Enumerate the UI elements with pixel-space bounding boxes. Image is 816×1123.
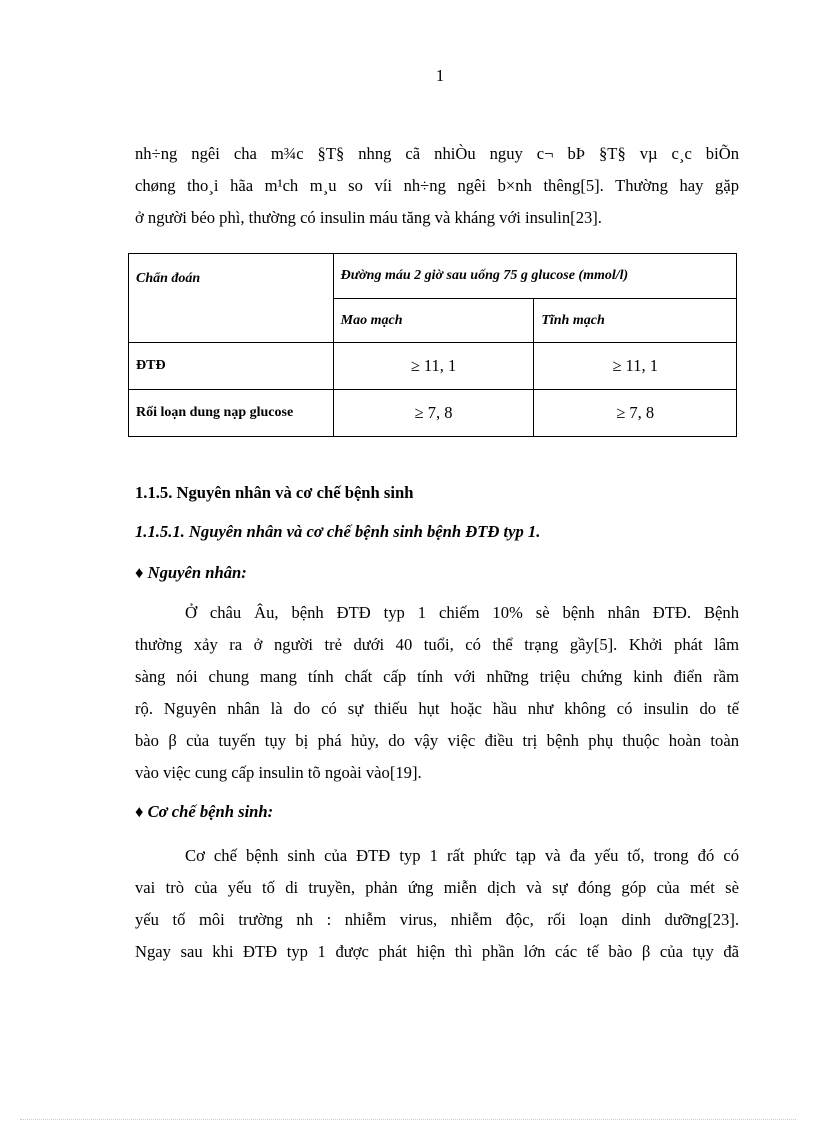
- cause-text: [135, 597, 739, 789]
- section-heading: 1.1.5. Nguyên nhân và cơ chế bệnh sinh: [135, 483, 414, 502]
- cause-line-1: Ở châu Âu, bệnh ĐTĐ typ 1 chiếm 10% sè bệnh nhân ĐTĐ. Bệnh: [185, 603, 739, 622]
- table-row: [129, 343, 737, 390]
- pathogenesis-paragraph: [135, 840, 739, 968]
- intro-paragraph: [135, 138, 739, 234]
- intro-line-1: nh÷ng ngêi cha m¾c §T§ nhng cã nhiÒu nguy c¬ bÞ §T§ vµ c¸c biÕn: [135, 144, 739, 163]
- page-number: 1: [435, 66, 445, 85]
- cause-paragraph: [135, 597, 739, 789]
- row-capillary-value: ≥ 11, 1: [333, 343, 534, 390]
- subheader-capillary: Mao mạch: [333, 299, 534, 343]
- page-bottom-divider: [20, 1119, 796, 1120]
- header-glucose: Đường máu 2 giờ sau uống 75 g glucose (mmol/l): [333, 254, 736, 299]
- intro-line-3: ở người béo phì, thường có insulin máu tăng và kháng với insulin[23].: [135, 208, 602, 227]
- header-diagnosis: Chẩn đoán: [129, 254, 334, 343]
- cause-line-3: sàng nói chung mang tính chất cấp tính với những triệu chứng kinh điển rầm: [135, 667, 739, 686]
- row-label: Rối loạn dung nạp glucose: [129, 390, 334, 437]
- row-capillary-value: ≥ 7, 8: [333, 390, 534, 437]
- subheader-venous: Tĩnh mạch: [534, 299, 737, 343]
- row-venous-value: ≥ 7, 8: [534, 390, 737, 437]
- cause-line-4: rộ. Nguyên nhân là do có sự thiếu hụt hoặc hầu như không có insulin do tế: [135, 699, 739, 718]
- intro-line-2: chøng tho¸i hãa m¹ch m¸u so víi nh÷ng ngêi b×nh thêng[5]. Thường hay gặp: [135, 176, 739, 195]
- cause-line-2: thường xảy ra ở người trẻ dưới 40 tuổi, có thể trạng gầy[5]. Khởi phát lâm: [135, 635, 739, 654]
- cause-heading: ♦ Nguyên nhân:: [135, 563, 247, 582]
- cause-line-6: vào việc cung cấp insulin tõ ngoài vào[19].: [135, 763, 422, 782]
- subsection-heading: 1.1.5.1. Nguyên nhân và cơ chế bệnh sinh bệnh ĐTĐ typ 1.: [135, 522, 541, 541]
- pathogenesis-line-4: Ngay sau khi ĐTĐ typ 1 được phát hiện thì phần lớn các tế bào β của tụy đã: [135, 942, 739, 961]
- table-row: [129, 390, 737, 437]
- pathogenesis-line-3: yếu tố môi trường nh : nhiễm virus, nhiễm độc, rối loạn dinh dưỡng[23].: [135, 910, 739, 929]
- pathogenesis-text: [135, 840, 739, 968]
- pathogenesis-heading: ♦ Cơ chế bệnh sinh:: [135, 802, 274, 821]
- pathogenesis-line-1: Cơ chế bệnh sinh của ĐTĐ typ 1 rất phức tạp và đa yếu tố, trong đó có: [185, 846, 739, 865]
- table-header-row: [129, 254, 737, 299]
- row-venous-value: ≥ 11, 1: [534, 343, 737, 390]
- pathogenesis-line-2: vai trò của yếu tố di truyền, phản ứng miễn dịch và sự đóng góp của mét sè: [135, 878, 739, 897]
- intro-text: [135, 138, 739, 234]
- diagnosis-table: [128, 253, 737, 437]
- row-label: ĐTĐ: [129, 343, 334, 390]
- cause-line-5: bào β của tuyến tụy bị phá hủy, do vậy việc điều trị bệnh phụ thuộc hoàn toàn: [135, 731, 739, 750]
